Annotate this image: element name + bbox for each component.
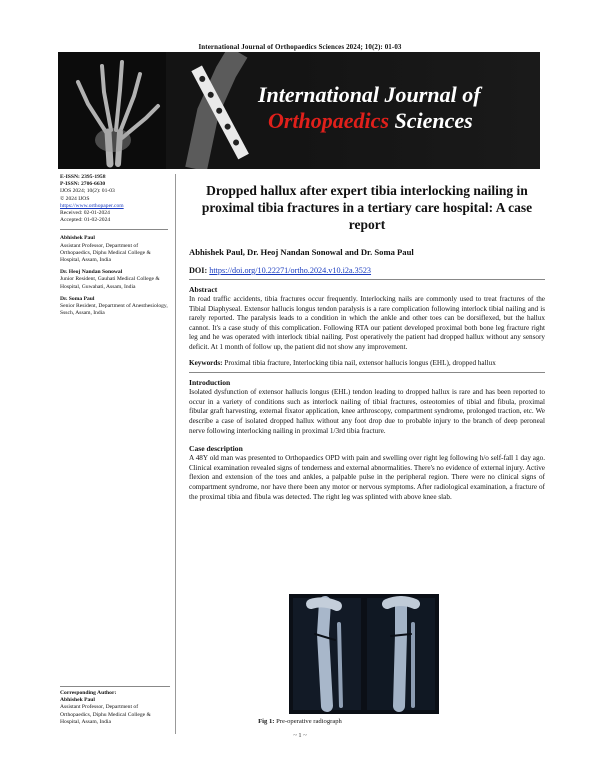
hand-xray-image	[58, 52, 168, 169]
sidebar-author-name: Dr. Soma Paul	[60, 295, 95, 302]
sidebar-author-name: Dr. Heoj Nandan Sonowal	[60, 269, 123, 276]
abstract-text: In road traffic accidents, tibia fractures occur frequently. Interlocking nails are commonly used to treat fractures of the Tibial Diaphyseal. Extensor hallucis longus tendon paralysis is a rare complication following interlock tibial nailing and is rarely reported. The paralysis leads to a condition in which the ankle and other toes can be dorsiflexed, but the hallux cannot. It's a case study of this complication. Following RTA our patient developed proximal both bone leg fracture right leg and he was operated with interlock tibial nailing. Post operatively the patient had dropped hallux without any sensory deficit. At 1 month of follow up, the patient did not show any improvement.	[189, 295, 545, 351]
journal-banner	[58, 52, 540, 169]
corresponding-divider	[60, 686, 170, 687]
corresponding-author-affiliation: Assistant Professor, Department of Orthopaedics, Diphu Medical College & Hospital, Assam, India	[60, 704, 151, 725]
page-number: ~ 1 ~	[293, 732, 307, 739]
doi-divider	[189, 279, 545, 280]
doi-label: DOI:	[189, 266, 210, 275]
received-date: Received: 02-01-2024	[60, 210, 110, 217]
doi-link[interactable]: https://doi.org/10.22271/ortho.2024.v10.i2a.3523	[209, 266, 372, 275]
keywords-text: Proximal tibia fracture, Interlocking tibia nail, extensor hallucis longus (EHL), dropped hallux	[222, 358, 496, 367]
case-description-text: A 48Y old man was presented to Orthopaedics OPD with pain and swelling over right leg following h/o self-fall 1 day ago. Clinical examination revealed signs of tenderness and external abnormalities. There's no evidence of external injury. Active flexion and extension of the toes and ankles, a palpable pulse in the peripheral region. There were no clinical signs of compartment syndrome, nor have there been any motor or nervous symptoms. After radiological examination, a fracture of the proximal tibia and fibula was detected. The right leg was splinted with above knee slab.	[189, 454, 545, 501]
doi-line	[189, 266, 545, 275]
corresponding-author-label: Corresponding Author:	[60, 690, 117, 696]
banner-journal-title-line2	[268, 108, 473, 134]
journal-website-link[interactable]: https://www.orthopaper.com	[60, 202, 124, 209]
bone-plate-xray-image	[166, 52, 276, 169]
introduction-heading: Introduction	[189, 378, 231, 388]
corresponding-author-name: Abhishek Paul	[60, 697, 95, 704]
keywords-line	[189, 359, 545, 369]
abstract-heading: Abstract	[189, 285, 218, 294]
sidebar-author-name: Abhishek Paul	[60, 235, 95, 242]
keywords-label: Keywords:	[189, 358, 223, 367]
eissn: E-ISSN: 2395-1958	[60, 174, 106, 180]
figure-caption-label: Fig 1:	[258, 718, 275, 725]
article-info-sidebar	[60, 174, 168, 317]
sidebar-author-affiliation: Senior Resident, Department of Anesthesiology, Sssch, Assam, India	[60, 303, 168, 317]
figure-caption-text: Pre-operative radiograph	[274, 718, 342, 725]
keywords-divider	[189, 372, 545, 373]
banner-journal-title-line1: International Journal of	[258, 82, 481, 107]
sidebar-author-affiliation: Assistant Professor, Department of Orthopaedics, Diphu Medical College & Hospital, Assam, India	[60, 242, 151, 264]
case-description-heading: Case description	[189, 444, 243, 454]
preoperative-radiograph-figure	[289, 594, 439, 714]
journal-running-header: International Journal of Orthopaedics Sciences 2024; 10(2): 01-03	[198, 43, 402, 51]
column-divider	[175, 174, 176, 734]
copyright: © 2024 IJOS	[60, 195, 90, 202]
issue-citation: IJOS 2024; 10(2): 01-03	[60, 188, 115, 195]
pissn: P-ISSN: 2706-6630	[60, 181, 106, 188]
article-authors: Abhishek Paul, Dr. Heoj Nandan Sonowal and Dr. Soma Paul	[189, 247, 414, 257]
sidebar-divider	[60, 229, 168, 230]
banner-sciences-word: Sciences	[389, 108, 473, 133]
sidebar-author-affiliation: Junior Resident, Gauhati Medical College & Hospital, Guwahati, Assam, India	[60, 276, 160, 290]
article-title: Dropped hallux after expert tibia interlocking nailing in proximal tibia fractures in a tertiary care hospital: A case report	[201, 183, 533, 232]
accepted-date: Accepted: 01-02-2024	[60, 217, 111, 224]
figure-caption	[0, 718, 600, 725]
banner-orthopaedics-word: Orthopaedics	[268, 108, 389, 133]
article-main-column	[189, 182, 545, 502]
introduction-text: Isolated dysfunction of extensor hallucis longus (EHL) tendon leading to dropped hallux is rare and has been reported to occur in a variety of conditions such as interlock nailing of tibial fractures, osteotomies of tibial and fibula, proximal fibular graft harvesting, external fixator application, knee arthroscopy, compartment syndrome, prolonged traction, etc. We describe a case of isolated dropped hallux without any foot drop due to probable injury to the branch of deep peroneal nerve following interlocking nailing in proximal 1/3rd tibia fracture.	[189, 388, 545, 435]
